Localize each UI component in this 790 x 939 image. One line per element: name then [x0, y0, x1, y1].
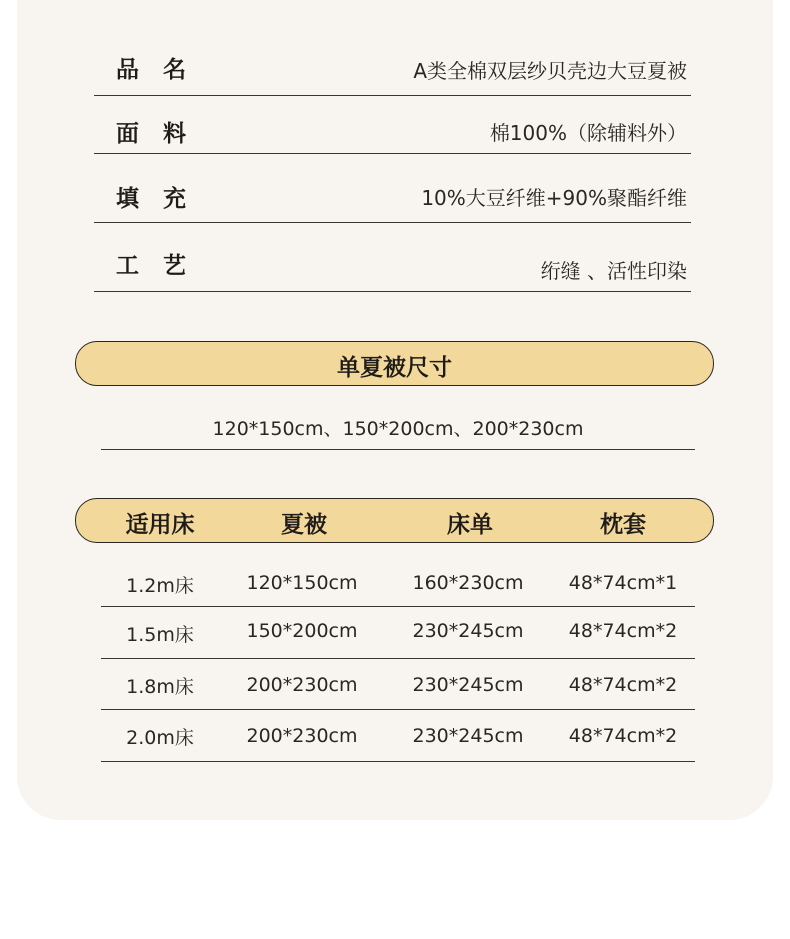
- spec-label: 面料: [116, 121, 210, 147]
- spec-value: 棉100%（除辅料外）: [489, 121, 687, 145]
- column-header-pillowcase: 枕套: [600, 512, 646, 538]
- spec-label: 填充: [116, 186, 210, 212]
- sizes-text: 120*150cm、150*200cm、200*230cm: [212, 418, 584, 440]
- single-quilt-size-header: [75, 341, 714, 386]
- spec-value: 10%大豆纤维+90%聚酯纤维: [421, 186, 687, 210]
- table-cell: 2.0m床: [126, 727, 194, 749]
- section-title: 单夏被尺寸: [337, 355, 452, 381]
- spec-row-fabric: [94, 95, 691, 154]
- table-cell: 150*200cm: [246, 620, 358, 642]
- spec-row-craft: [94, 223, 691, 292]
- spec-label: 工艺: [116, 253, 210, 279]
- column-header-bed: 适用床: [125, 512, 195, 538]
- column-header-sheet: 床单: [447, 512, 493, 538]
- table-cell: 48*74cm*2: [568, 725, 678, 747]
- table-cell: 230*245cm: [412, 725, 524, 747]
- table-cell: 120*150cm: [246, 572, 358, 594]
- spec-row-name: [94, 37, 691, 96]
- table-row: [101, 659, 695, 710]
- table-cell: 200*230cm: [246, 725, 358, 747]
- column-header-quilt: 夏被: [281, 512, 327, 538]
- single-quilt-sizes: [101, 412, 695, 450]
- table-cell: 48*74cm*2: [568, 674, 678, 696]
- table-cell: 1.8m床: [126, 676, 194, 698]
- table-row: [101, 607, 695, 659]
- table-row: [101, 710, 695, 762]
- table-cell: 48*74cm*2: [568, 620, 678, 642]
- table-cell: 1.2m床: [126, 575, 194, 597]
- table-cell: 230*245cm: [412, 674, 524, 696]
- spec-label: 品名: [116, 57, 210, 83]
- table-cell: 48*74cm*1: [568, 572, 678, 594]
- table-cell: 1.5m床: [126, 624, 194, 646]
- spec-value: A类全棉双层纱贝壳边大豆夏被: [413, 59, 687, 83]
- size-table-header: [75, 498, 714, 543]
- table-row: [101, 560, 695, 607]
- table-cell: 200*230cm: [246, 674, 358, 696]
- spec-value: 绗缝 、活性印染: [540, 259, 687, 283]
- spec-row-filling: [94, 153, 691, 223]
- table-cell: 230*245cm: [412, 620, 524, 642]
- table-cell: 160*230cm: [412, 572, 524, 594]
